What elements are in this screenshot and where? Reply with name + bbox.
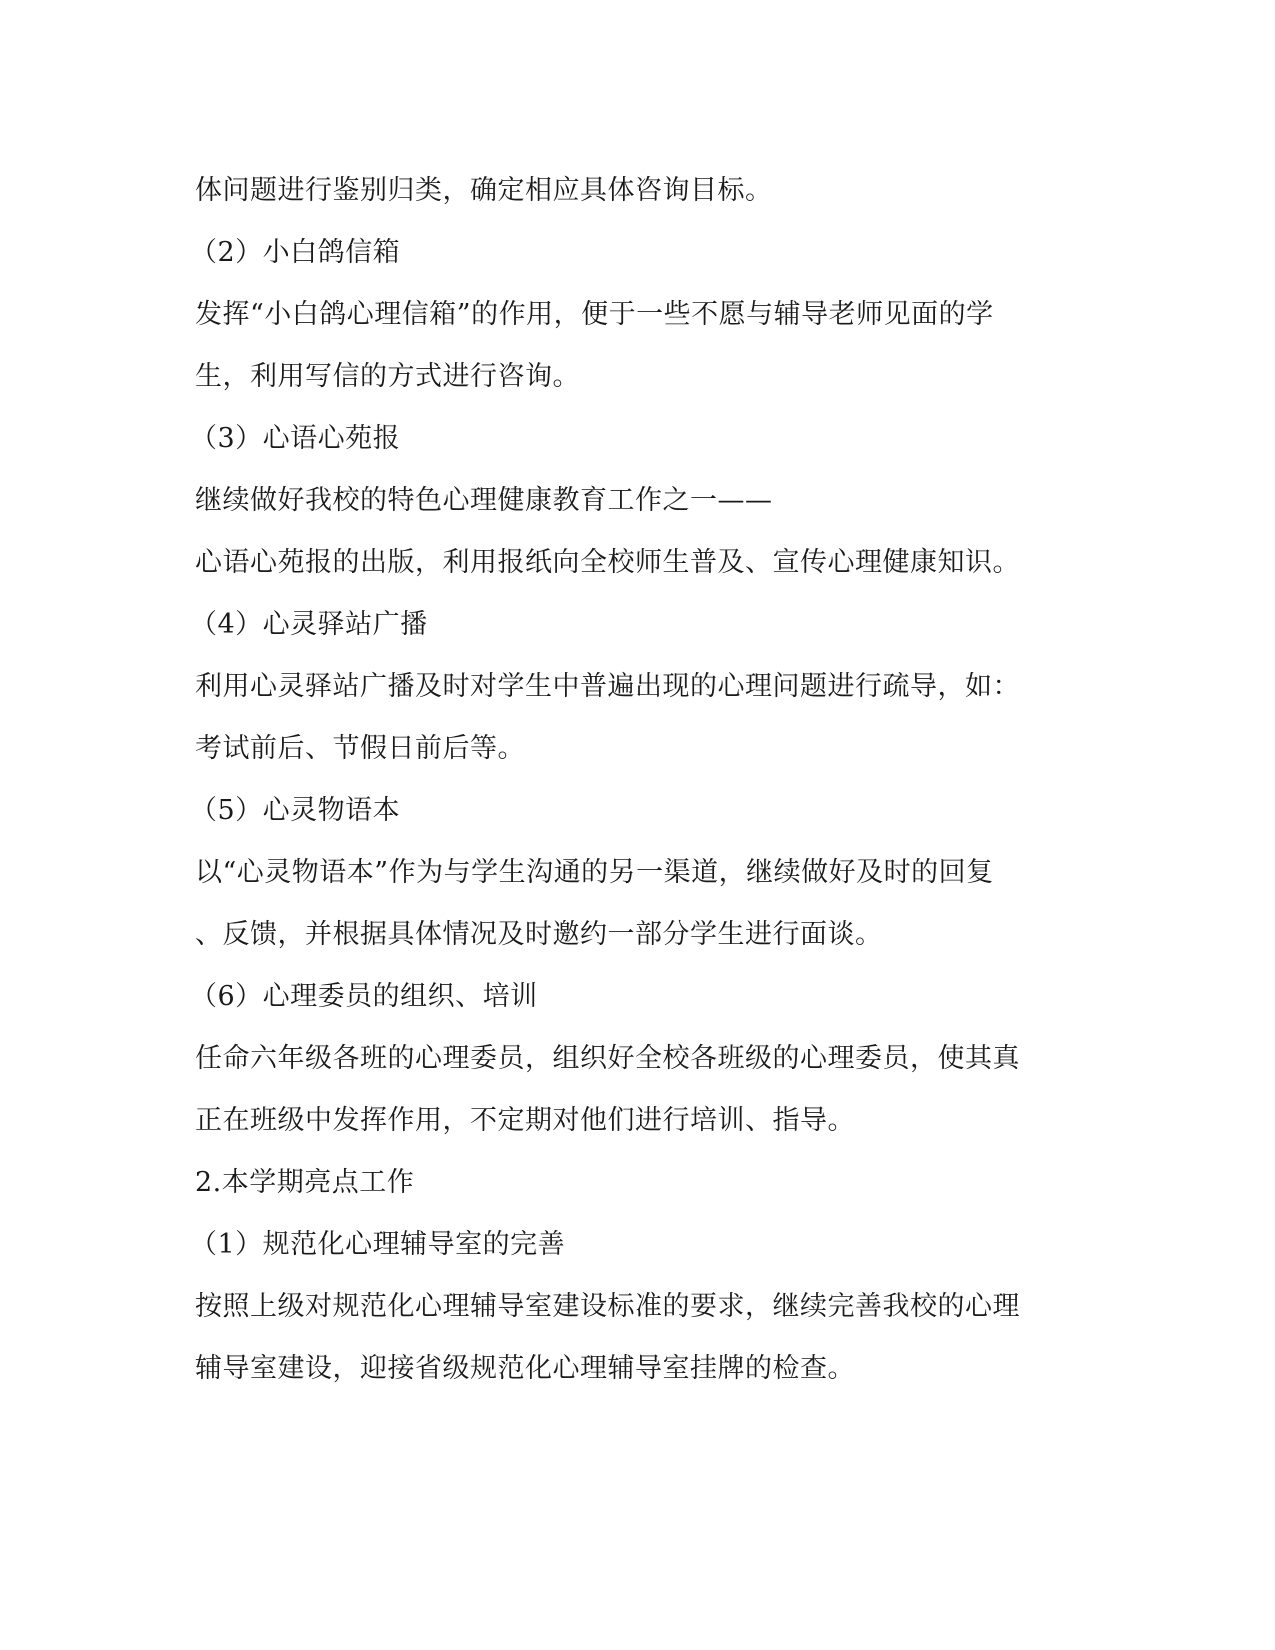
section-heading: （4）心灵驿站广播 xyxy=(190,609,428,640)
section-heading: （1）规范化心理辅导室的完善 xyxy=(190,1229,566,1260)
paragraph-line: 利用心灵驿站广播及时对学生中普遍出现的心理问题进行疏导，如： xyxy=(195,671,1020,702)
paragraph-line: 心语心苑报的出版，利用报纸向全校师生普及、宣传心理健康知识。 xyxy=(195,547,1020,578)
paragraph-line: 辅导室建设，迎接省级规范化心理辅导室挂牌的检查。 xyxy=(195,1353,855,1384)
paragraph-line: 正在班级中发挥作用，不定期对他们进行培训、指导。 xyxy=(195,1105,855,1136)
paragraph-line: 考试前后、节假日前后等。 xyxy=(195,733,525,764)
paragraph-line: 发挥“小白鸽心理信箱”的作用，便于一些不愿与辅导老师见面的学 xyxy=(195,299,994,330)
section-heading: （3）心语心苑报 xyxy=(190,423,401,454)
paragraph-line: 以“心灵物语本”作为与学生沟通的另一渠道，继续做好及时的回复 xyxy=(195,857,994,888)
paragraph-line: 按照上级对规范化心理辅导室建设标准的要求，继续完善我校的心理 xyxy=(195,1291,1020,1322)
section-heading: （5）心灵物语本 xyxy=(190,795,401,826)
paragraph-line: 任命六年级各班的心理委员，组织好全校各班级的心理委员，使其真 xyxy=(195,1043,1020,1074)
section-heading: （6）心理委员的组织、培训 xyxy=(190,981,538,1012)
paragraph-line: 继续做好我校的特色心理健康教育工作之一—— xyxy=(195,485,773,516)
paragraph-line: 体问题进行鉴别归类，确定相应具体咨询目标。 xyxy=(195,175,773,206)
paragraph-line: 、反馈，并根据具体情况及时邀约一部分学生进行面谈。 xyxy=(195,919,883,950)
section-heading: （2）小白鸽信箱 xyxy=(190,237,401,268)
paragraph-line: 生，利用写信的方式进行咨询。 xyxy=(195,361,580,392)
section-heading: 2.本学期亮点工作 xyxy=(195,1167,415,1198)
